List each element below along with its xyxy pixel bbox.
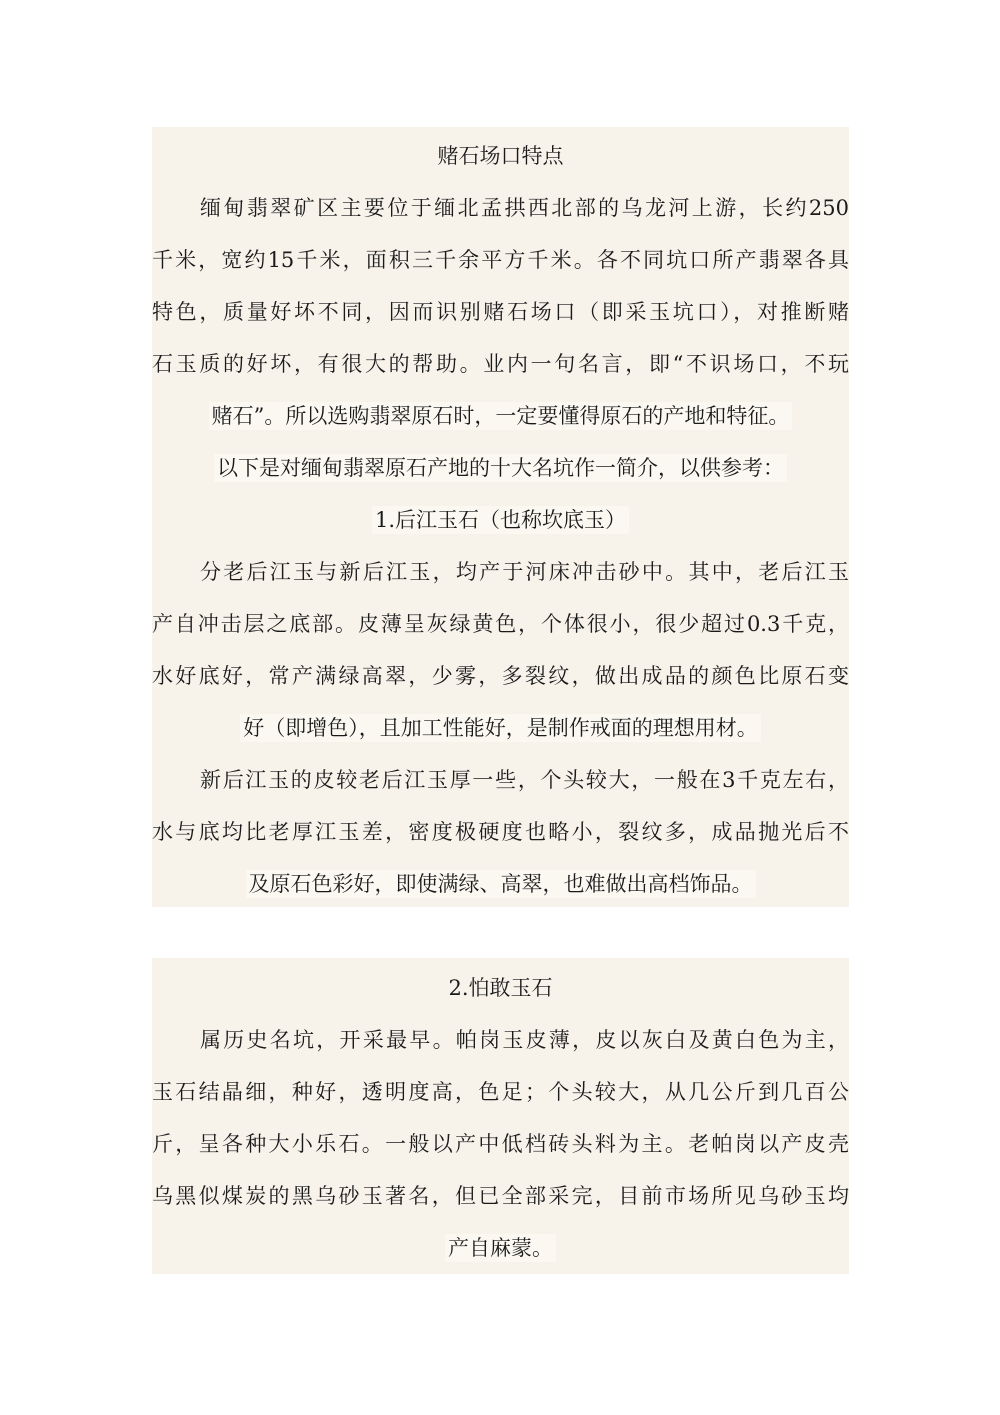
intro-line: 千米，宽约15千米，面积三千余平方千米。各不同坑口所产翡翠各具 xyxy=(152,248,849,272)
section1-para1-line: 水好底好，常产满绿高翠，少雾，多裂纹，做出成品的颜色比原石变 xyxy=(152,664,849,688)
section1-para2-line-text: 及原石色彩好，即使满绿、高翠，也难做出高档饰品。 xyxy=(246,870,756,898)
intro-summary-text: 以下是对缅甸翡翠原石产地的十大名坑作一简介，以供参考： xyxy=(214,454,787,482)
intro-line-text: 赌石”。所以选购翡翠原石时，一定要懂得原石的产地和特征。 xyxy=(209,402,793,430)
section1-para1-line xyxy=(152,702,849,754)
section2-para1-line xyxy=(152,1222,849,1274)
section-heading-1 xyxy=(152,494,849,546)
intro-summary xyxy=(152,442,849,494)
intro-line: 石玉质的好坏，有很大的帮助。业内一句名言，即“不识场口，不玩 xyxy=(152,352,849,376)
section1-para2-line: 水与底均比老厚江玉差，密度极硬度也略小，裂纹多，成品抛光后不 xyxy=(152,820,849,844)
section2-para1-line: 属历史名坑，开采最早。帕岗玉皮薄，皮以灰白及黄白色为主， xyxy=(200,1028,849,1052)
page-title xyxy=(152,130,849,182)
section-heading-1-text: 1.后江玉石（也称坎底玉） xyxy=(372,506,629,534)
section-heading-2 xyxy=(152,962,849,1014)
section-heading-2-text: 2.怕敢玉石 xyxy=(448,976,553,1000)
section2-para1-line: 乌黑似煤炭的黑乌砂玉著名，但已全部采完，目前市场所见乌砂玉均 xyxy=(152,1184,849,1208)
section2-para1-line: 玉石结晶细，种好，透明度高，色足；个头较大，从几公斤到几百公 xyxy=(152,1080,849,1104)
section1-para2-line xyxy=(152,858,849,910)
intro-line: 缅甸翡翠矿区主要位于缅北孟拱西北部的乌龙河上游，长约250 xyxy=(200,196,849,220)
section1-para2-line: 新后江玉的皮较老后江玉厚一些，个头较大，一般在3千克左右， xyxy=(200,768,849,792)
section1-para1-line-text: 好（即增色），且加工性能好，是制作戒面的理想用材。 xyxy=(240,714,761,742)
section2-para1-line: 斤，呈各种大小乐石。一般以产中低档砖头料为主。老帕岗以产皮壳 xyxy=(152,1132,849,1156)
section1-para1-line: 产自冲击层之底部。皮薄呈灰绿黄色，个体很小，很少超过0.3千克， xyxy=(152,612,849,636)
section1-para1-line: 分老后江玉与新后江玉，均产于河床冲击砂中。其中，老后江玉 xyxy=(200,560,849,584)
section2-para1-line-text: 产自麻蒙。 xyxy=(445,1234,556,1262)
page-title-text: 赌石场口特点 xyxy=(437,144,564,168)
intro-line xyxy=(152,390,849,442)
intro-line: 特色，质量好坏不同，因而识别赌石场口（即采玉坑口），对推断赌 xyxy=(152,300,849,324)
